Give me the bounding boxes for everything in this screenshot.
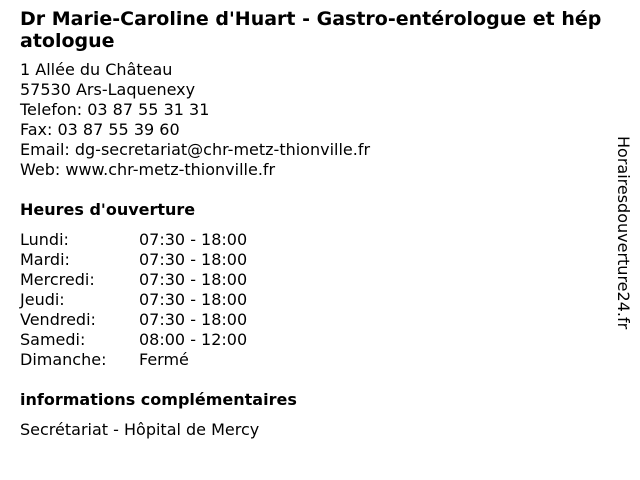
hours-row-tuesday — [20, 250, 610, 270]
hours-value: 07:30 - 18:00 — [139, 290, 248, 309]
website: Web: www.chr-metz-thionville.fr — [20, 160, 276, 179]
hours-value: 08:00 - 12:00 — [139, 330, 248, 349]
day-label: Jeudi: — [20, 290, 65, 309]
contact-block — [20, 60, 610, 180]
additional-info-heading: informations complémentaires — [20, 390, 297, 409]
phone-number: Telefon: 03 87 55 31 31 — [20, 100, 210, 119]
business-card — [20, 8, 610, 440]
address-city: 57530 Ars-Laquenexy — [20, 80, 196, 99]
hours-value: Fermé — [139, 350, 189, 369]
day-label: Samedi: — [20, 330, 86, 349]
hours-row-wednesday — [20, 270, 610, 290]
hours-row-monday — [20, 230, 610, 250]
opening-hours-heading: Heures d'ouverture — [20, 200, 196, 219]
day-label: Dimanche: — [20, 350, 107, 369]
page-title: Dr Marie-Caroline d'Huart - Gastro-entérologue et hépatologue — [20, 8, 602, 52]
fax-number: Fax: 03 87 55 39 60 — [20, 120, 180, 139]
day-label: Mardi: — [20, 250, 70, 269]
hours-row-sunday — [20, 350, 610, 370]
day-label: Lundi: — [20, 230, 69, 249]
hours-row-thursday — [20, 290, 610, 310]
email-address: Email: dg-secretariat@chr-metz-thionville.fr — [20, 140, 371, 159]
day-label: Mercredi: — [20, 270, 95, 289]
site-watermark: Horairesdouverture24.fr — [614, 136, 633, 330]
hours-value: 07:30 - 18:00 — [139, 230, 248, 249]
hours-value: 07:30 - 18:00 — [139, 310, 248, 329]
address-street: 1 Allée du Château — [20, 60, 173, 79]
hours-value: 07:30 - 18:00 — [139, 270, 248, 289]
hours-value: 07:30 - 18:00 — [139, 250, 248, 269]
hours-row-saturday — [20, 330, 610, 350]
hours-row-friday — [20, 310, 610, 330]
additional-info-text: Secrétariat - Hôpital de Mercy — [20, 420, 260, 439]
opening-hours-table — [20, 230, 610, 370]
day-label: Vendredi: — [20, 310, 96, 329]
